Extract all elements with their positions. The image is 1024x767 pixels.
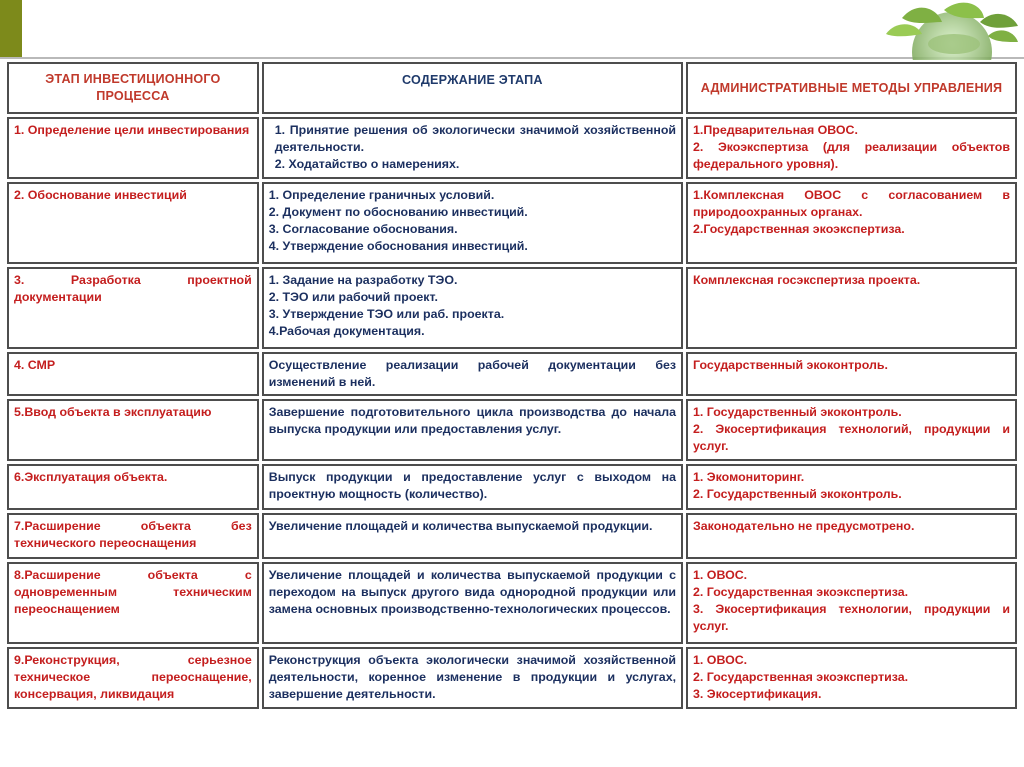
method-cell [686,182,1017,264]
stage-cell: 4. СМР [7,352,259,396]
table-row [7,513,1017,559]
method-line: 1. ОВОС. [693,568,748,582]
content-line: 1. Принятие решения об экологически значимой хозяйственной деятельности. [274,123,677,154]
content-line: 3. Утверждение ТЭО или раб. проекта. [268,307,505,321]
stage-cell: 2. Обоснование инвестиций [7,182,259,264]
stage-cell: 6.Эксплуатация объекта. [7,464,259,510]
method-cell [686,647,1017,709]
stage-cell: 5.Ввод объекта в эксплуатацию [7,399,259,461]
method-cell [686,117,1017,179]
method-line: 2. Государственная экоэкспертиза. [693,670,909,684]
method-line: 2. Экосертификация технологий, продукции и услуг. [693,422,1010,453]
content-line: 1. Задание на разработку ТЭО. [268,273,458,287]
header-content: СОДЕРЖАНИЕ ЭТАПА [262,62,683,114]
method-cell [686,464,1017,510]
table-row [7,352,1017,396]
investment-stages-table [4,59,1020,712]
content-cell: Реконструкция объекта экологически значимой хозяйственной деятельности, коренное изменение в продукции и услугах, завершение деятельности. [262,647,683,709]
method-cell [686,399,1017,461]
method-line: 1. Экомониторинг. [693,470,805,484]
stage-cell: 1. Определение цели инвестирования [7,117,259,179]
content-cell: Осуществление реализации рабочей документации без изменений в ней. [262,352,683,396]
method-cell: Государственный экоконтроль. [686,352,1017,396]
table-row [7,647,1017,709]
content-cell [262,267,683,349]
method-line: 1. ОВОС. [693,653,748,667]
table-row [7,399,1017,461]
header-methods: АДМИНИСТРАТИВНЫЕ МЕТОДЫ УПРАВЛЕНИЯ [686,62,1017,114]
method-line: 2. Государственная экоэкспертиза. [693,585,909,599]
content-cell: Выпуск продукции и предоставление услуг с выходом на проектную мощность (количество). [262,464,683,510]
table-row [7,562,1017,644]
method-cell: Комплексная госэкспертиза проекта. [686,267,1017,349]
content-cell [262,117,683,179]
method-line: 1.Комплексная ОВОС с согласованием в природоохранных органах. [693,188,1010,219]
content-cell: Завершение подготовительного цикла производства до начала выпуска продукции или предоставления услуг. [262,399,683,461]
table-header-row [7,62,1017,114]
stage-cell: 3. Разработка проектной документации [7,267,259,349]
accent-bar [0,0,22,58]
content-line: 4.Рабочая документация. [268,324,425,338]
content-line: 2. Ходатайство о намерениях. [274,157,460,171]
method-line: 2. Экоэкспертиза (для реализации объектов федерального уровня). [693,140,1010,171]
method-line: 1.Предварительная ОВОС. [693,123,858,137]
header-stage: ЭТАП ИНВЕСТИЦИОННОГО ПРОЦЕССА [7,62,259,114]
table-row [7,117,1017,179]
content-line: 2. ТЭО или рабочий проект. [268,290,438,304]
content-cell: Увеличение площадей и количества выпускаемой продукции с переходом на выпуск другого вида однородной продукции или замена основных производственно-технологических процессов. [262,562,683,644]
table-row [7,464,1017,510]
content-line: 3. Согласование обоснования. [268,222,458,236]
method-line: 2. Государственный экоконтроль. [693,487,902,501]
method-line: 3. Экосертификация технологии, продукции и услуг. [693,602,1010,633]
table-row [7,182,1017,264]
method-line: 3. Экосертификация. [693,687,822,701]
content-line: 1. Определение граничных условий. [268,188,495,202]
content-cell [262,182,683,264]
content-line: 4. Утверждение обоснования инвестиций. [268,239,528,253]
stage-cell: 8.Расширение объекта с одновременным техническим переоснащением [7,562,259,644]
method-line: 2.Государственная экоэкспертиза. [693,222,905,236]
content-line: 2. Документ по обоснованию инвестиций. [268,205,528,219]
table-row [7,267,1017,349]
globe-leaves-logo-icon [872,0,1020,60]
method-cell: Законодательно не предусмотрено. [686,513,1017,559]
method-cell [686,562,1017,644]
method-line: 1. Государственный экоконтроль. [693,405,902,419]
content-cell: Увеличение площадей и количества выпускаемой продукции. [262,513,683,559]
stage-cell: 7.Расширение объекта без технического переоснащения [7,513,259,559]
stage-cell: 9.Реконструкция, серьезное техническое переоснащение, консервация, ликвидация [7,647,259,709]
